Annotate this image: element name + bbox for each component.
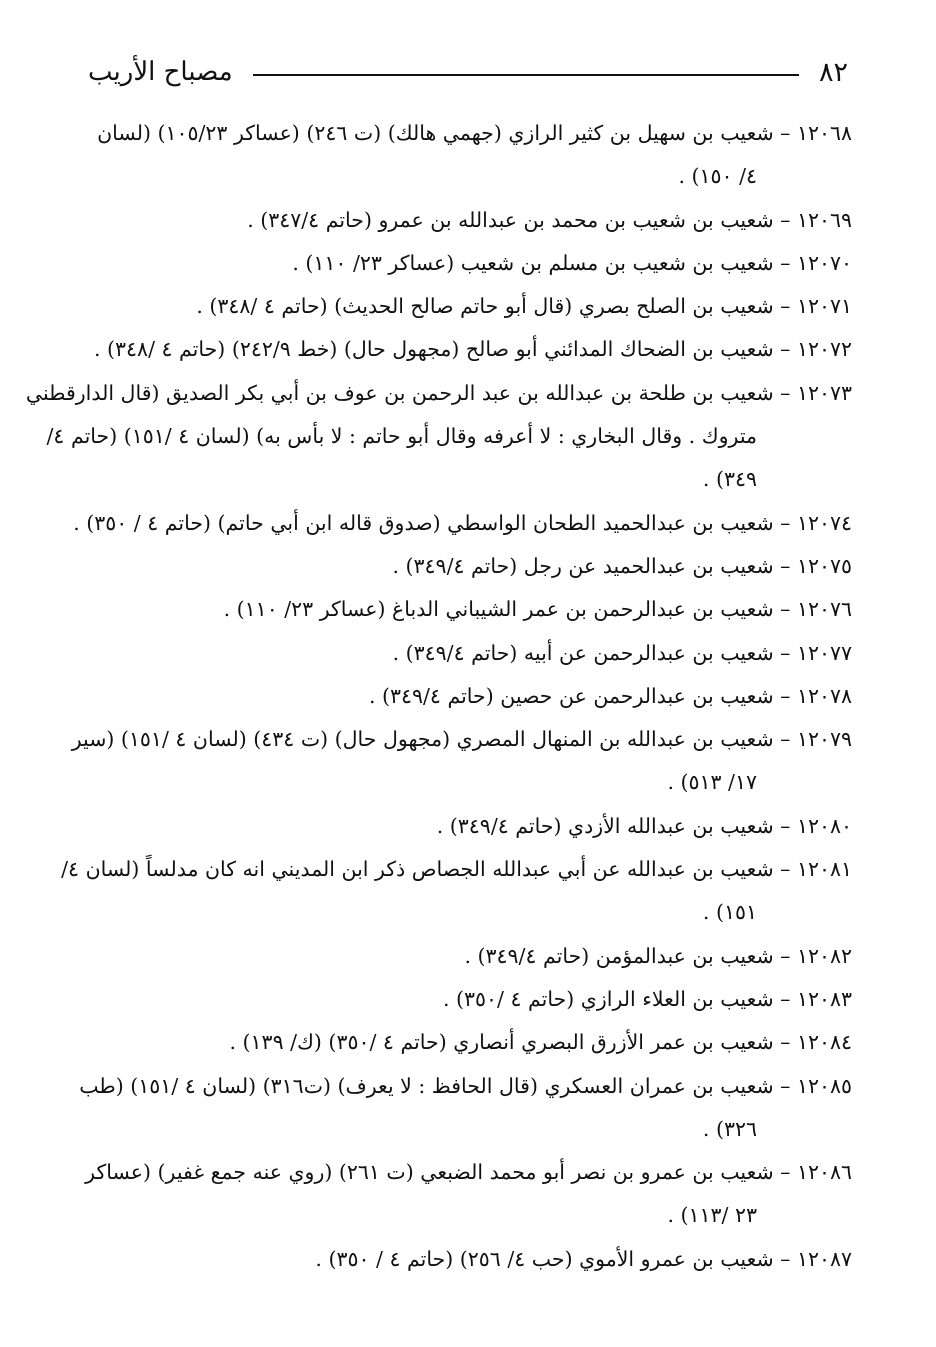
entry-first-line xyxy=(79,1065,852,1108)
entry-first-line xyxy=(71,718,852,761)
entry-text: ٢٣ /١١٣) . xyxy=(667,1203,757,1228)
entry-dash: – xyxy=(773,553,797,578)
entry-text: شعيب بن عبدالله بن المنهال المصري (مجهول حال) (ت ٤٣٤) (لسان ٤ /١٥١) (سير xyxy=(71,727,774,752)
page-number: ٨٢ xyxy=(818,56,848,88)
entry-first-line xyxy=(82,1151,852,1194)
entry-continuation-line xyxy=(82,155,852,198)
entry-text: متروك . وقال البخاري : لا أعرفه وقال أبو حاتم : لا بأس به) (لسان ٤ /١٥١) (حاتم ٤/ xyxy=(46,424,757,449)
entry-dash: – xyxy=(773,813,797,838)
entry-item xyxy=(82,242,852,285)
entry-text: شعيب بن الصلح بصري (قال أبو حاتم صالح الحديث) (حاتم ٤ /٣٤٨) . xyxy=(196,294,774,319)
entry-text: ١٥١) . xyxy=(702,900,757,925)
entry-dash: – xyxy=(773,1160,797,1185)
entry-item xyxy=(82,675,852,718)
entry-item xyxy=(71,718,852,805)
entry-text: شعيب بن العلاء الرازي (حاتم ٤ /٣٥٠) . xyxy=(442,986,774,1011)
entry-continuation-line xyxy=(82,891,852,934)
entry-dash: – xyxy=(773,207,797,232)
entry-dash: – xyxy=(773,640,797,665)
entry-dash: – xyxy=(773,294,797,319)
entry-text: ٤/ ١٥٠) . xyxy=(678,164,757,189)
entry-text: شعيب بن عمرو الأموي (حب ٤/ ٢٥٦) (حاتم ٤ / ٣٥٠) . xyxy=(315,1246,774,1271)
entry-dash: – xyxy=(773,121,797,145)
entry-number: ١٢٠٧٨ xyxy=(796,683,852,708)
entry-number: ١٢٠٦٩ xyxy=(796,207,852,232)
entry-first-line xyxy=(82,1021,852,1064)
entry-item xyxy=(82,805,852,848)
entry-first-line xyxy=(82,935,852,978)
entry-item xyxy=(25,372,852,502)
entry-item xyxy=(82,199,852,242)
entry-first-line xyxy=(82,112,852,155)
entry-item xyxy=(82,1021,852,1064)
book-title: مصباح الأريب xyxy=(88,57,233,87)
entry-item xyxy=(82,1238,852,1281)
entry-item xyxy=(82,112,852,199)
entry-number: ١٢٠٨٣ xyxy=(796,986,852,1011)
entry-dash: – xyxy=(773,510,797,535)
entry-text: شعيب بن عمرو بن نصر أبو محمد الضبعي (ت ٢٦١) (روي عنه جمع غفير) (عساكر xyxy=(85,1160,774,1185)
entry-dash: – xyxy=(773,1030,797,1055)
entry-continuation-line xyxy=(82,1108,852,1151)
entry-first-line xyxy=(82,199,852,242)
entry-item xyxy=(82,632,852,675)
entry-text: شعيب بن عبدالله الأزدي (حاتم ٣٤٩/٤) . xyxy=(436,813,774,838)
entry-dash: – xyxy=(773,380,797,405)
entry-first-line xyxy=(25,372,852,415)
entry-text: شعيب بن عبدالله عن أبي عبدالله الجصاص ذكر ابن المديني انه كان مدلساً (لسان ٤/ xyxy=(61,857,774,882)
entry-list xyxy=(25,112,852,1281)
entry-dash: – xyxy=(773,1246,797,1271)
entry-text: ١٧/ ٥١٣) . xyxy=(667,770,757,795)
entry-dash: – xyxy=(773,986,797,1011)
entry-text: ٣٢٦) . xyxy=(702,1116,757,1141)
entry-number: ١٢٠٨٢ xyxy=(796,943,852,968)
entry-text: شعيب بن الضحاك المدائني أبو صالح (مجهول حال) (خط ٢٤٢/٩) (حاتم ٤ /٣٤٨) . xyxy=(93,337,774,362)
entry-number: ١٢٠٧٧ xyxy=(796,640,852,665)
entry-first-line xyxy=(82,632,852,675)
entry-item xyxy=(79,1065,852,1152)
entry-text: شعيب بن عبدالحميد الطحان الواسطي (صدوق قاله ابن أبي حاتم) (حاتم ٤ / ٣٥٠) . xyxy=(73,510,774,535)
entry-dash: – xyxy=(773,727,797,752)
entry-number: ١٢٠٨١ xyxy=(796,857,852,882)
entry-number: ١٢٠٧٣ xyxy=(796,380,852,405)
entry-item xyxy=(82,935,852,978)
entry-number: ١٢٠٧١ xyxy=(796,294,852,319)
entry-text: شعيب بن طلحة بن عبدالله بن عبد الرحمن بن عوف بن أبي بكر الصديق (قال الدارقطني xyxy=(25,380,774,405)
entry-first-line xyxy=(82,285,852,328)
entry-dash: – xyxy=(773,337,797,362)
entry-dash: – xyxy=(773,943,797,968)
entry-item xyxy=(82,285,852,328)
entry-item xyxy=(82,978,852,1021)
entry-first-line xyxy=(61,848,852,891)
entry-first-line xyxy=(82,805,852,848)
entry-dash: – xyxy=(773,683,797,708)
entry-number: ١٢٠٦٨ xyxy=(796,121,852,145)
entry-text: شعيب بن شعيب بن مسلم بن شعيب (عساكر ٢٣/ ١١٠) . xyxy=(292,250,774,275)
entry-item xyxy=(82,1151,852,1238)
entry-text: ٣٤٩) . xyxy=(702,467,757,492)
entry-text: شعيب بن سهيل بن كثير الرازي (جهمي هالك) (ت ٢٤٦) (عساكر ١٠٥/٢٣) (لسان xyxy=(97,121,774,145)
entry-first-line xyxy=(82,328,852,371)
entry-first-line xyxy=(73,502,852,545)
entry-number: ١٢٠٨٦ xyxy=(796,1160,852,1185)
entry-text: شعيب بن عبدالحميد عن رجل (حاتم ٣٤٩/٤) . xyxy=(392,553,774,578)
entry-text: شعيب بن شعيب بن محمد بن عبدالله بن عمرو (حاتم ٣٤٧/٤) . xyxy=(247,207,774,232)
entry-first-line xyxy=(82,588,852,631)
entry-first-line xyxy=(82,978,852,1021)
header-rule xyxy=(253,74,799,76)
page-header xyxy=(88,52,848,92)
entry-text: شعيب بن عبدالرحمن عن حصين (حاتم ٣٤٩/٤) . xyxy=(368,683,774,708)
entry-first-line xyxy=(82,675,852,718)
entry-number: ١٢٠٨٠ xyxy=(796,813,852,838)
entry-dash: – xyxy=(773,250,797,275)
entry-continuation-line xyxy=(82,458,852,501)
entry-first-line xyxy=(82,242,852,285)
entry-number: ١٢٠٧٥ xyxy=(796,553,852,578)
entry-number: ١٢٠٧٠ xyxy=(796,250,852,275)
entry-text: شعيب بن عمران العسكري (قال الحافظ : لا يعرف) (ت٣١٦) (لسان ٤ /١٥١) (طب xyxy=(79,1073,774,1098)
entry-text: شعيب بن عمر الأزرق البصري أنصاري (حاتم ٤ /٣٥٠) (ك/ ١٣٩) . xyxy=(229,1030,774,1055)
entry-item xyxy=(61,848,852,935)
entry-item xyxy=(82,545,852,588)
entry-first-line xyxy=(82,545,852,588)
entry-continuation-line xyxy=(82,761,852,804)
entry-text: شعيب بن عبدالمؤمن (حاتم ٣٤٩/٤) . xyxy=(464,943,774,968)
entry-first-line xyxy=(82,1238,852,1281)
entry-number: ١٢٠٨٥ xyxy=(796,1073,852,1098)
entry-number: ١٢٠٨٧ xyxy=(796,1246,852,1271)
entry-number: ١٢٠٧٩ xyxy=(796,727,852,752)
entry-text: شعيب بن عبدالرحمن عن أبيه (حاتم ٣٤٩/٤) . xyxy=(392,640,774,665)
entry-item xyxy=(73,502,852,545)
entry-number: ١٢٠٧٦ xyxy=(796,597,852,622)
entry-number: ١٢٠٨٤ xyxy=(796,1030,852,1055)
entry-dash: – xyxy=(773,1073,797,1098)
entry-continuation-line xyxy=(46,415,852,458)
entry-item xyxy=(82,588,852,631)
entry-continuation-line xyxy=(82,1194,852,1237)
entry-number: ١٢٠٧٤ xyxy=(796,510,852,535)
entry-item xyxy=(82,328,852,371)
entry-number: ١٢٠٧٢ xyxy=(796,337,852,362)
entry-dash: – xyxy=(773,857,797,882)
entry-dash: – xyxy=(773,597,797,622)
entry-text: شعيب بن عبدالرحمن بن عمر الشيباني الدباغ (عساكر ٢٣/ ١١٠) . xyxy=(223,597,774,622)
